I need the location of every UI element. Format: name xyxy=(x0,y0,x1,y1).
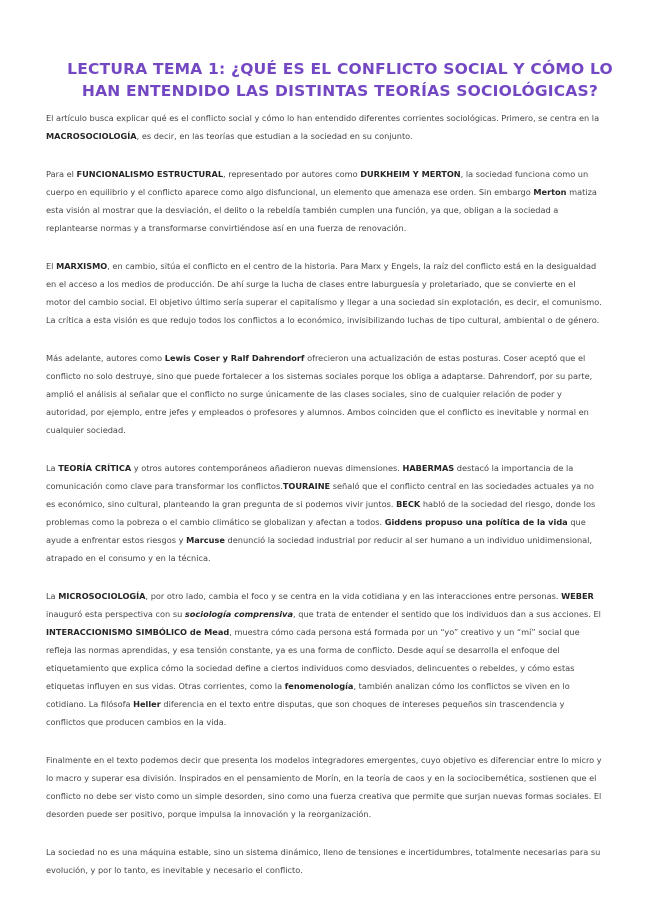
text-run: inauguró esta perspectiva con su xyxy=(46,609,185,619)
paragraph-coser-dahrendorf xyxy=(46,349,602,439)
text-run: destacó la importancia de la comunicación como clave para transformar los conflictos. xyxy=(46,463,574,491)
paragraph-conclusion xyxy=(46,843,602,879)
bold-term: TOURAINE xyxy=(282,481,331,491)
text-run: , es decir, en las teorías que estudian a la sociedad en su conjunto. xyxy=(136,131,413,141)
bold-term: MACROSOCIOLOGÍA xyxy=(46,131,137,141)
bold-term: Giddens propuso una política de la vida xyxy=(384,517,568,527)
text-run: , representado por autores como xyxy=(223,169,361,179)
bold-term: HABERMAS xyxy=(402,463,455,473)
bold-term: MICROSOCIOLOGÍA xyxy=(58,591,146,601)
text-run: , muestra cómo cada persona está formada por un “yo” creativo y un “mí” social que refleja las normas aprendidas, y esa tensión constante, ya es una forma de conflicto. Desde aquí se desarrolla el enfoque del etiquetamiento que explica cómo la sociedad define a ciertos individuos como desviados, delincuentes o rebeldes, y cómo estas etiquetas influyen en sus vidas. Otras corrientes, como la xyxy=(46,627,580,691)
bold-term: WEBER xyxy=(561,591,594,601)
text-run: La xyxy=(46,463,59,473)
paragraph-teoria-critica xyxy=(46,459,602,567)
bold-term: INTERACCIONISMO SIMBÓLICO de Mead xyxy=(46,627,230,637)
bold-term: TEORÍA CRÍTICA xyxy=(58,463,132,473)
text-run: , también analizan cómo los conflictos se viven en lo cotidiano. La filósofa xyxy=(46,681,570,709)
paragraph-funcionalismo xyxy=(46,165,602,237)
bold-term: fenomenología xyxy=(284,681,354,691)
bold-term: sociología comprensiva xyxy=(184,609,293,619)
text-run: habló de la sociedad del riesgo, donde los problemas como la pobreza o el cambio climático se globalizan y afectan a todos. xyxy=(46,499,596,527)
text-run: denunció la sociedad industrial por reducir al ser humano a un individuo unidimensional, atrapado en el consumo y en la técnica. xyxy=(46,535,593,563)
bold-term: Lewis Coser y Ralf Dahrendorf xyxy=(164,353,305,363)
text-run: , que trata de entender el sentido que los individuos dan a sus acciones. El xyxy=(293,609,601,619)
document-body xyxy=(46,109,602,899)
bold-term: DURKHEIM Y MERTON xyxy=(360,169,461,179)
bold-term: FUNCIONALISMO ESTRUCTURAL xyxy=(76,169,224,179)
text-run: , por otro lado, cambia el foco y se centra en la vida cotidiana y en las interacciones entre personas. xyxy=(145,591,562,601)
text-run: Para el xyxy=(46,169,77,179)
paragraph-marxismo xyxy=(46,257,602,329)
text-run: El xyxy=(46,261,57,271)
text-run: diferencia en el texto entre disputas, que son choques de intereses pequeños sin trascendencia y conflictos que producen cambios en la vida. xyxy=(46,699,565,727)
text-run: señaló que el conflicto central en las sociedades actuales ya no es económico, sino cultural, planteando la gran pregunta de si podemos vivir juntos. xyxy=(46,481,594,509)
bold-term: MARXISMO xyxy=(56,261,108,271)
bold-term: Marcuse xyxy=(186,535,225,545)
text-run: La xyxy=(46,591,59,601)
paragraph-microsociologia xyxy=(46,587,602,731)
document-title: LECTURA TEMA 1: ¿QUÉ ES EL CONFLICTO SOCIAL Y CÓMO LO HAN ENTENDIDO LAS DISTINTAS TEORÍAS SOCIOLÓGICAS? xyxy=(67,60,613,100)
bold-term: Merton xyxy=(533,187,567,197)
bold-term: Heller xyxy=(133,699,161,709)
text-run: El artículo busca explicar qué es el conflicto social y cómo lo han entendido diferentes corrientes sociológicas. Primero, se centra en la xyxy=(46,113,600,123)
paragraph-modelos-integradores xyxy=(46,751,602,823)
text-run: matiza esta visión al mostrar que la desviación, el delito o la rebeldía también cumplen una función, ya que, obligan a la sociedad a replantearse normas y a transformarse convirtiéndose así en una fuerza de renovación. xyxy=(46,187,597,233)
text-run: Más adelante, autores como xyxy=(46,353,165,363)
text-run: , la sociedad funciona como un cuerpo en equilibrio y el conflicto aparece como algo disfuncional, un elemento que amenaza ese orden. Sin embargo xyxy=(46,169,589,197)
bold-term: BECK xyxy=(396,499,421,509)
text-run: que ayude a enfrentar estos riesgos y xyxy=(46,517,586,545)
text-run: La sociedad no es una máquina estable, sino un sistema dinámico, lleno de tensiones e incertidumbres, totalmente necesarias para su evolución, y por lo tanto, es inevitable y necesario el conflicto. xyxy=(46,847,601,875)
text-run: Finalmente en el texto podemos decir que presenta los modelos integradores emergentes, cuyo objetivo es diferenciar entre lo micro y lo macro y superar esa división. Inspirados en el pensamiento de Morín, en la teoría de caos y en la sociocibernética, sostienen que el conflicto no debe ser visto como un simple desorden, sino como una fuerza creativa que permite que surjan nuevas formas sociales. El desorden puede ser positivo, porque impulsa la innovación y la reorganización. xyxy=(46,755,602,819)
text-run: y otros autores contemporáneos añadieron nuevas dimensiones. xyxy=(131,463,403,473)
text-run: , en cambio, sitúa el conflicto en el centro de la historia. Para Marx y Engels, la raíz del conflicto está en la desigualdad en el acceso a los medios de producción. De ahí surge la lucha de clases entre laburguesía y proletariado, que se convierte en el motor del cambio social. El objetivo último sería superar el capitalismo y llegar a una sociedad sin explotación, es decir, el comunismo. La crítica a esta visión es que redujo todos los conflictos a lo económico, invisibilizando luchas de tipo cultural, ambiental o de género. xyxy=(46,261,602,325)
paragraph-intro xyxy=(46,109,602,145)
text-run: ofrecieron una actualización de estas posturas. Coser aceptó que el conflicto no solo destruye, sino que puede fortalecer a los sistemas sociales porque los obliga a adaptarse. Dahrendorf, por su parte, amplió el análisis al señalar que el conflicto no surge únicamente de las clases sociales, sino de cualquier relación de poder y autoridad, por ejemplo, entre jefes y empleados o profesores y alumnos. Ambos coinciden que el conflicto es inevitable y normal en cualquier sociedad. xyxy=(46,353,593,435)
